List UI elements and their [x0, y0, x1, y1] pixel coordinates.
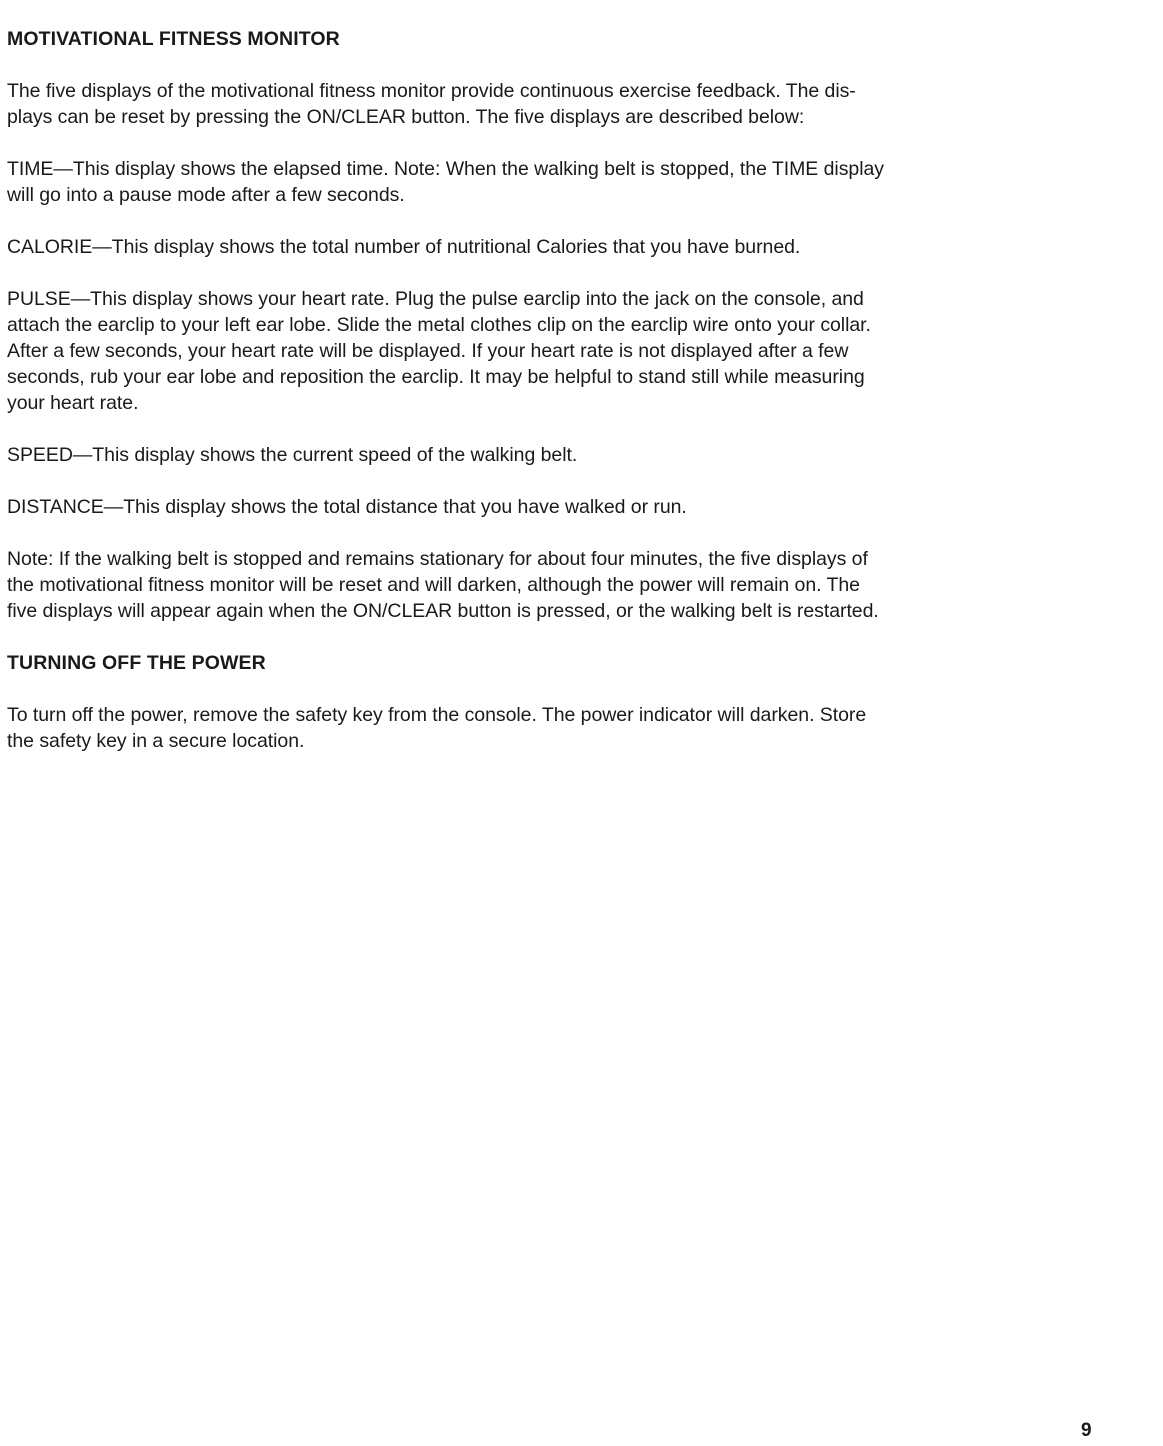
paragraph-pulse	[7, 286, 1027, 416]
paragraph-speed	[7, 442, 1027, 468]
text-line: seconds, rub your ear lobe and reposition the earclip. It may be helpful to stand still while measuring	[7, 366, 865, 388]
text-line: five displays will appear again when the ON/CLEAR button is pressed, or the walking belt is restarted.	[7, 600, 879, 622]
paragraph-power-off	[7, 702, 1027, 754]
text-line: PULSE—This display shows your heart rate. Plug the pulse earclip into the jack on the console, and	[7, 288, 864, 310]
section-heading-turning-off-power: TURNING OFF THE POWER	[7, 652, 266, 674]
paragraph-intro	[7, 78, 1027, 130]
paragraph-time	[7, 156, 1027, 208]
text-line: TIME—This display shows the elapsed time. Note: When the walking belt is stopped, the TIME display	[7, 158, 884, 180]
section-heading-fitness-monitor: MOTIVATIONAL FITNESS MONITOR	[7, 28, 340, 50]
text-line: your heart rate.	[7, 392, 139, 414]
text-line: DISTANCE—This display shows the total distance that you have walked or run.	[7, 496, 687, 518]
text-line: the safety key in a secure location.	[7, 730, 305, 752]
document-page	[7, 26, 1027, 780]
text-line: Note: If the walking belt is stopped and remains stationary for about four minutes, the five displays of	[7, 548, 868, 570]
text-line: After a few seconds, your heart rate will be displayed. If your heart rate is not displayed after a few	[7, 340, 849, 362]
text-line: the motivational fitness monitor will be reset and will darken, although the power will remain on. The	[7, 574, 860, 596]
text-line: To turn off the power, remove the safety key from the console. The power indicator will darken. Store	[7, 704, 867, 726]
text-line: SPEED—This display shows the current speed of the walking belt.	[7, 444, 578, 466]
text-line: plays can be reset by pressing the ON/CLEAR button. The five displays are described below:	[7, 106, 805, 128]
text-line: CALORIE—This display shows the total number of nutritional Calories that you have burned.	[7, 236, 801, 258]
text-line: The five displays of the motivational fitness monitor provide continuous exercise feedback. The dis-	[7, 80, 856, 102]
paragraph-note	[7, 546, 1027, 624]
paragraph-calorie	[7, 234, 1027, 260]
paragraph-distance	[7, 494, 1027, 520]
text-line: attach the earclip to your left ear lobe. Slide the metal clothes clip on the earclip wire onto your collar.	[7, 314, 871, 336]
page-number: 9	[1081, 1420, 1092, 1441]
text-line: will go into a pause mode after a few seconds.	[7, 184, 405, 206]
